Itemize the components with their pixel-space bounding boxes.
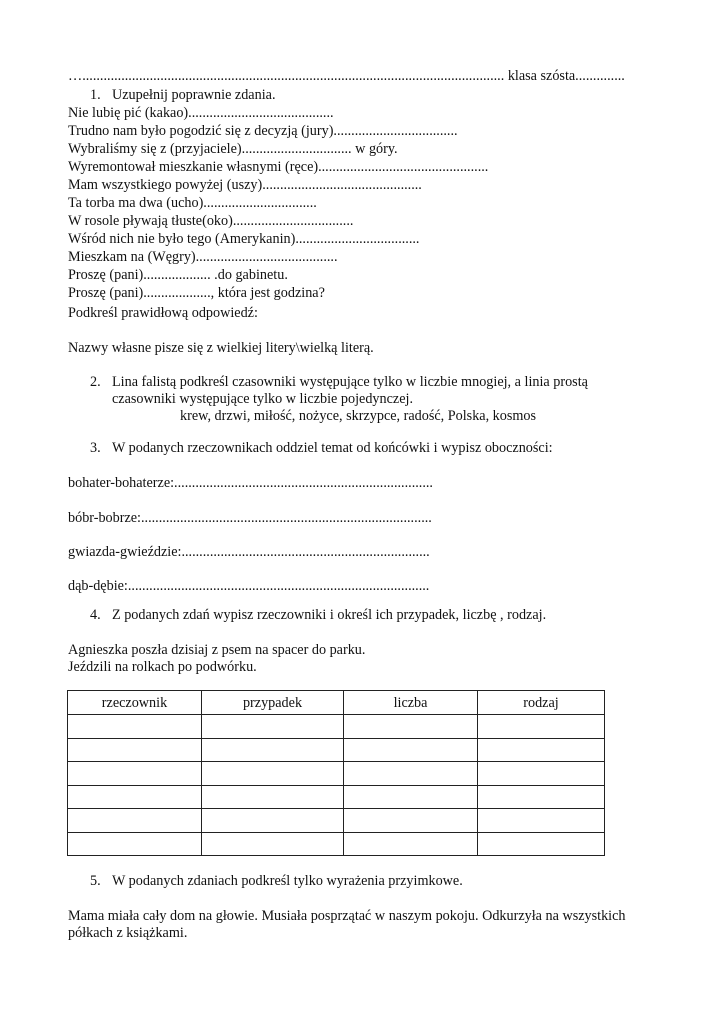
task5-heading [90,872,463,890]
task5-text: półkach z książkami. [68,925,188,941]
table-cell[interactable] [344,809,478,833]
table-cell[interactable] [68,762,202,786]
task4-title: Z podanych zdań wypisz rzeczowniki i określ ich przypadek, liczbę , rodzaj. [112,607,547,623]
column-header: przypadek [202,691,344,715]
task1-sentence: Mieszkam na (Węgry)........................................ [68,249,338,265]
task3-item: dąb-dębie:..................................................................................... [68,578,430,594]
table-row [68,715,605,739]
table-row [68,762,605,786]
task3-item: bóbr-bobrze:.................................................................................. [68,510,432,526]
table-cell[interactable] [478,738,605,762]
task3-heading [90,439,553,457]
task4-heading [90,606,546,624]
task3-number: 3. [90,440,101,456]
task1-sentence: Trudno nam było pogodzić się z decyzją (jury)................................... [68,123,458,139]
table-cell[interactable] [344,715,478,739]
task1-sentence: Wśród nich nie było tego (Amerykanin)................................... [68,231,420,247]
table-cell[interactable] [202,715,344,739]
task1-sentence: W rosole pływają tłuste(oko).................................. [68,213,354,229]
table-header-row [68,691,605,715]
task2-number: 2. [90,374,101,390]
table-cell[interactable] [68,832,202,856]
task1-sentence: Proszę (pani)..................., która jest godzina? [68,285,325,301]
task4-sentence: Jeździli na rolkach po podwórku. [68,659,257,675]
table-cell[interactable] [68,715,202,739]
table-row [68,738,605,762]
task1-sentence: Nie lubię pić (kakao)......................................... [68,105,334,121]
table-cell[interactable] [344,738,478,762]
task1-sentence: Mam wszystkiego powyżej (uszy)............................................. [68,177,422,193]
table-cell[interactable] [68,738,202,762]
table-cell[interactable] [478,785,605,809]
task2-word-list: krew, drzwi, miłość, nożyce, skrzypce, radość, Polska, kosmos [180,408,537,424]
underline-instruction: Podkreśl prawidłową odpowiedź: [68,305,258,321]
column-header: rzeczownik [68,691,202,715]
task2-heading [90,373,588,391]
noun-analysis-table [67,690,605,856]
table-cell[interactable] [478,762,605,786]
task5-number: 5. [90,873,101,889]
task1-heading [90,86,276,104]
task1-sentence: Wyremontował mieszkanie własnymi (ręce)................................................ [68,159,489,175]
task5-text: Mama miała cały dom na głowie. Musiała posprzątać w naszym pokoju. Odkurzyła na wszystkich [68,908,626,924]
task5-title: W podanych zdaniach podkreśl tylko wyrażenia przyimkowe. [112,873,463,889]
table-cell[interactable] [344,832,478,856]
table-row [68,832,605,856]
task2-line1: Lina falistą podkreśl czasowniki występujące tylko w liczbie mnogiej, a linia prostą [112,374,588,390]
task2-line2: czasowniki występujące tylko w liczbie pojedynczej. [112,391,413,407]
table-cell[interactable] [202,738,344,762]
column-header: rodzaj [478,691,605,715]
task1-number: 1. [90,87,101,103]
table-cell[interactable] [68,809,202,833]
underline-statement: Nazwy własne pisze się z wielkiej litery\wielką literą. [68,340,374,356]
task4-number: 4. [90,607,101,623]
task1-sentence: Wybraliśmy się z (przyjaciele)............................... w góry. [68,141,398,157]
task3-title: W podanych rzeczownikach oddziel temat od końcówki i wypisz oboczności: [112,440,553,456]
task3-item: gwiazda-gwieździe:...................................................................... [68,544,430,560]
table-cell[interactable] [478,715,605,739]
table-cell[interactable] [68,785,202,809]
table-cell[interactable] [478,809,605,833]
column-header: liczba [344,691,478,715]
table-cell[interactable] [202,762,344,786]
name-class-header: …....................................................................................................................... klasa szósta.............. [68,68,625,84]
task1-sentence: Ta torba ma dwa (ucho)................................ [68,195,317,211]
table-cell[interactable] [202,809,344,833]
table-cell[interactable] [202,832,344,856]
table-row [68,785,605,809]
table-cell[interactable] [478,832,605,856]
task1-sentence: Proszę (pani)................... .do gabinetu. [68,267,288,283]
task4-sentence: Agnieszka poszła dzisiaj z psem na spacer do parku. [68,642,366,658]
table-cell[interactable] [344,762,478,786]
table-row [68,809,605,833]
task3-item: bohater-bohaterze:......................................................................... [68,475,433,491]
table-cell[interactable] [344,785,478,809]
task1-title: Uzupełnij poprawnie zdania. [112,87,276,103]
table-cell[interactable] [202,785,344,809]
